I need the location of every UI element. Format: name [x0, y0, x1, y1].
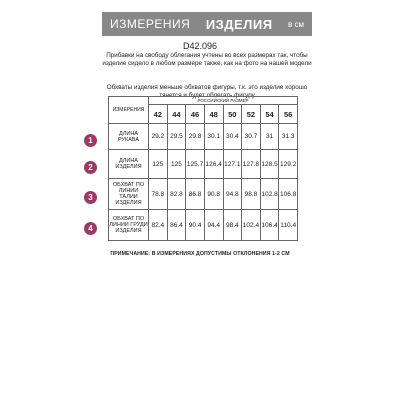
measurement-value: 125.7 — [186, 150, 205, 179]
measurement-value: 106.8 — [279, 179, 298, 210]
table-row — [109, 179, 298, 210]
measurement-value: 82.4 — [149, 210, 168, 241]
tolerance-note: ПРИМЕЧАНИЕ: В ИЗМЕРЕНИЯХ ДОПУСТИМЫ ОТКЛОНЕНИЯ 1-2 СМ — [110, 251, 290, 257]
measurement-value: 82.8 — [167, 179, 186, 210]
measurement-label: ОБХВАТ ПО ЛИНИИ ГРУДИ ИЗДЕЛИЯ — [109, 210, 149, 241]
measurement-value: 129.2 — [279, 150, 298, 179]
table-row — [109, 150, 298, 179]
row-number-badge: 4 — [84, 222, 97, 235]
measurement-label: ДЛИНА РУКАВА — [109, 124, 149, 150]
measurement-value: 106.4 — [260, 210, 279, 241]
measurement-value: 128.5 — [260, 150, 279, 179]
measurement-value: 29.5 — [167, 124, 186, 150]
size-table — [108, 96, 298, 241]
size-header-cell: 54 — [260, 105, 279, 124]
size-header-cell: 46 — [186, 105, 205, 124]
measurement-value: 90.8 — [204, 179, 223, 210]
measurement-label: ОБХВАТ ПО ЛИНИИ ТАЛИИ ИЗДЕЛИЯ — [109, 179, 149, 210]
row-number-badge: 1 — [84, 134, 97, 147]
size-header-cell: 56 — [279, 105, 298, 124]
measurement-value: 102.4 — [242, 210, 261, 241]
fit-note: Прибавки на свободу облегания учтены во всех размерах так, чтобы изделие сидело в любом размере также, как на фото на нашей модели — [102, 52, 312, 67]
measurement-value: 29.2 — [149, 124, 168, 150]
measurement-value: 127.1 — [223, 150, 242, 179]
size-header-cell: 48 — [204, 105, 223, 124]
measurement-value: 102.8 — [260, 179, 279, 210]
measurement-value: 94.8 — [223, 179, 242, 210]
size-header-cell: 50 — [223, 105, 242, 124]
measurement-value: 110.4 — [279, 210, 298, 241]
product-code: D42.096 — [182, 41, 218, 51]
measurement-value: 31 — [260, 124, 279, 150]
measurement-value: 90.4 — [186, 210, 205, 241]
measurement-value: 125 — [167, 150, 186, 179]
russian-size-header: РОССИЙСКИЙ РАЗМЕР — [149, 97, 298, 105]
size-header-cell: 44 — [167, 105, 186, 124]
table-row — [109, 210, 298, 241]
title-units: в см — [288, 19, 304, 29]
stretch-note: Обхваты изделия меньше обхватов фигуры, т.к. это изделие хорошо тянется и будет облегать фигуру — [106, 84, 308, 99]
measurement-value: 86.8 — [186, 179, 205, 210]
measurement-value: 31.3 — [279, 124, 298, 150]
measurement-value: 127.8 — [242, 150, 261, 179]
measurement-value: 98.4 — [223, 210, 242, 241]
measurement-value: 86.4 — [167, 210, 186, 241]
measurement-value: 126.4 — [204, 150, 223, 179]
measurement-value: 94.4 — [204, 210, 223, 241]
measurement-value: 29.8 — [186, 124, 205, 150]
measurement-label: ДЛИНА ИЗДЕЛИЯ — [109, 150, 149, 179]
measurement-value: 30.7 — [242, 124, 261, 150]
size-chart-sheet — [82, 0, 318, 400]
title-measurements: ИЗМЕРЕНИЯ — [110, 17, 191, 31]
size-table-wrap — [88, 96, 298, 241]
size-header-cell: 42 — [149, 105, 168, 124]
table-row — [109, 124, 298, 150]
size-header-cell: 52 — [242, 105, 261, 124]
measurement-value: 30.4 — [223, 124, 242, 150]
measurement-value: 78.8 — [149, 179, 168, 210]
row-number-badge: 3 — [84, 191, 97, 204]
row-number-badge: 2 — [84, 161, 97, 174]
measurement-value: 98.8 — [242, 179, 261, 210]
measurement-value: 125 — [149, 150, 168, 179]
title-bar — [102, 12, 312, 36]
measurements-header: ИЗМЕРЕНИЯ — [109, 97, 149, 124]
measurement-value: 30.1 — [204, 124, 223, 150]
title-product: ИЗДЕЛИЯ — [205, 16, 273, 32]
